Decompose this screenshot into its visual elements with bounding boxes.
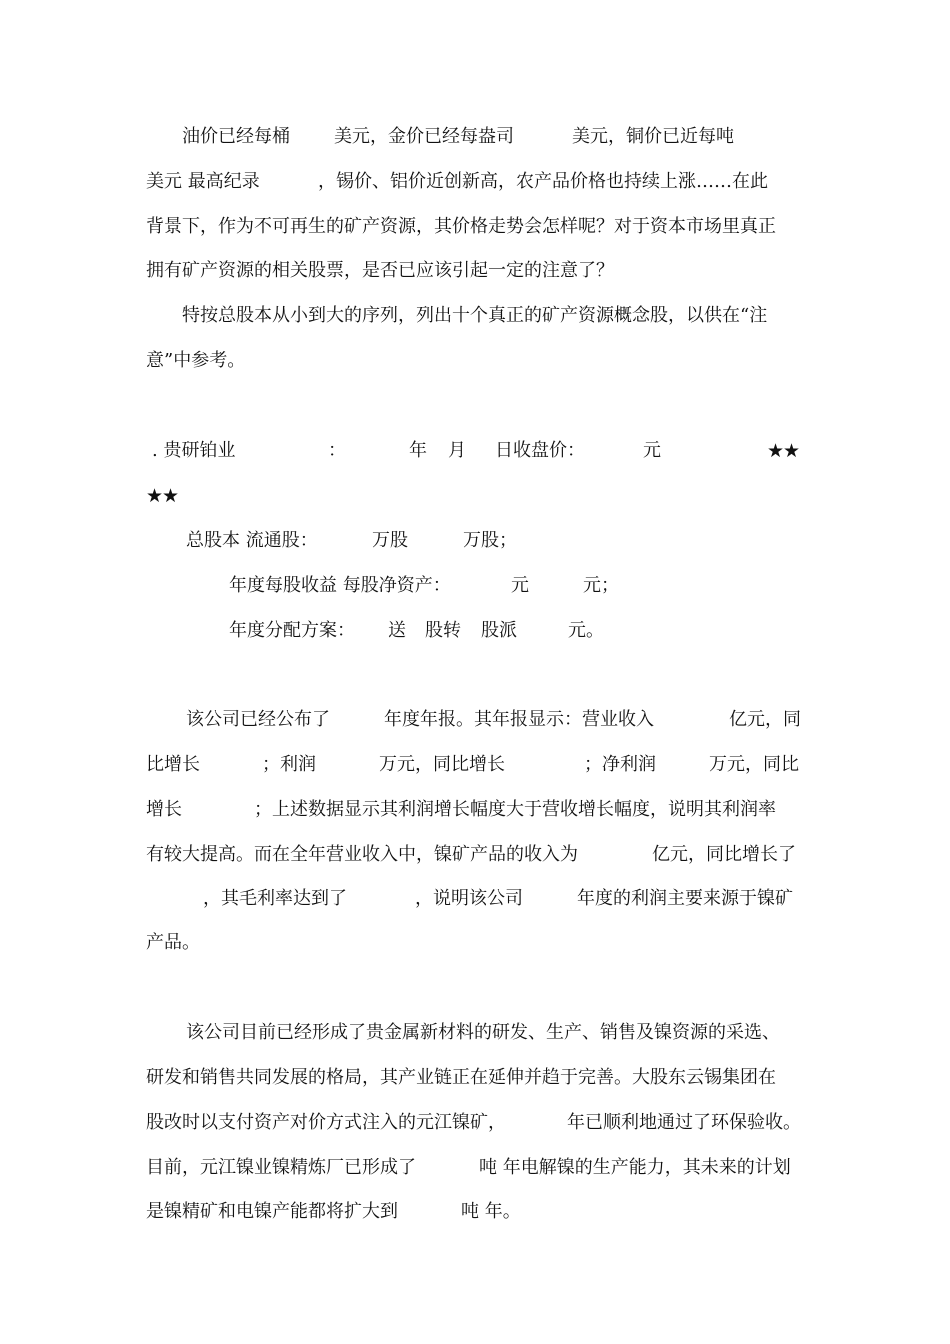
close-price-label: 日收盘价： (495, 440, 585, 461)
intro-line2-a: 美元 最高纪录 (146, 171, 260, 192)
para1-line4-b: 亿元，同比增长了 (652, 844, 796, 865)
date-year: 年 (409, 440, 427, 461)
rating-stars-1: ★★ (767, 440, 800, 462)
intro-line3: 背景下，作为不可再生的矿产资源，其价格走势会怎样呢？对于资本市场里真正 (146, 216, 776, 237)
date-month: 月 (448, 440, 466, 461)
para1-line5-b: ，说明该公司 (415, 888, 523, 909)
stock-colon: ： (328, 440, 346, 461)
para2-line1: 该公司目前已经形成了贵金属新材料的研发、生产、销售及镍资源的采选、 (186, 1022, 780, 1043)
intro-line1-c: 美元，铜价已近每吨 (572, 126, 734, 147)
para1-line5-a: ，其毛利率达到了 (203, 888, 347, 909)
para1-line4-a: 有较大提高。而在全年营业收入中，镍矿产品的收入为 (146, 844, 578, 865)
shares-unit-2: 万股； (463, 530, 517, 551)
eps-unit-1: 元 (511, 575, 529, 596)
para2-line5-a: 是镍精矿和电镍产能都将扩大到 (146, 1201, 398, 1222)
dividend-pay: 股派 (481, 620, 517, 641)
para2-line3-b: 年已顺利地通过了环保验收。 (567, 1112, 801, 1133)
dividend-transfer: 股转 (425, 620, 461, 641)
para1-line2-e: 万元，同比 (709, 754, 799, 775)
para1-line2-d: ；净利润 (584, 754, 656, 775)
intro-line5: 特按总股本从小到大的序列，列出十个真正的矿产资源概念股，以供在“注 (182, 305, 768, 326)
para1-line2-a: 比增长 (146, 754, 200, 775)
stock-name: . 贵研铂业 (152, 440, 236, 461)
para1-line3-a: 增长 (146, 799, 182, 820)
eps-label: 年度每股收益 每股净资产： (229, 575, 451, 596)
dividend-send: 送 (388, 620, 406, 641)
shares-label: 总股本 流通股： (186, 530, 318, 551)
para1-line3-b: ；上述数据显示其利润增长幅度大于营收增长幅度，说明其利润率 (254, 799, 776, 820)
para1-line5-c: 年度的利润主要来源于镍矿 (577, 888, 793, 909)
intro-line1-b: 美元，金价已经每盎司 (334, 126, 514, 147)
para2-line4-b: 吨 年电解镍的生产能力，其未来的计划 (479, 1157, 791, 1178)
para1-line2-b: ；利润 (262, 754, 316, 775)
shares-unit-1: 万股 (372, 530, 408, 551)
para2-line4-a: 目前，元江镍业镍精炼厂已形成了 (146, 1157, 416, 1178)
intro-line4: 拥有矿产资源的相关股票，是否已应该引起一定的注意了？ (146, 260, 614, 281)
dividend-label: 年度分配方案： (229, 620, 355, 641)
para1-line6: 产品。 (146, 932, 200, 953)
dividend-unit: 元。 (568, 620, 604, 641)
rating-stars-2: ★★ (146, 485, 179, 507)
close-price-unit: 元 (643, 440, 661, 461)
para1-line1-b: 年度年报。其年报显示：营业收入 (384, 709, 654, 730)
para1-line1-c: 亿元，同 (729, 709, 801, 730)
intro-line6: 意”中参考。 (146, 350, 246, 371)
intro-line2-b: ，锡价、铝价近创新高，农产品价格也持续上涨……在此 (318, 171, 768, 192)
para2-line5-b: 吨 年。 (461, 1201, 521, 1222)
eps-unit-2: 元； (583, 575, 619, 596)
para1-line2-c: 万元，同比增长 (379, 754, 505, 775)
para2-line2: 研发和销售共同发展的格局，其产业链正在延伸并趋于完善。大股东云锡集团在 (146, 1067, 776, 1088)
intro-line1-a: 油价已经每桶 (182, 126, 290, 147)
para2-line3-a: 股改时以支付资产对价方式注入的元江镍矿， (146, 1112, 506, 1133)
para1-line1-a: 该公司已经公布了 (186, 709, 330, 730)
